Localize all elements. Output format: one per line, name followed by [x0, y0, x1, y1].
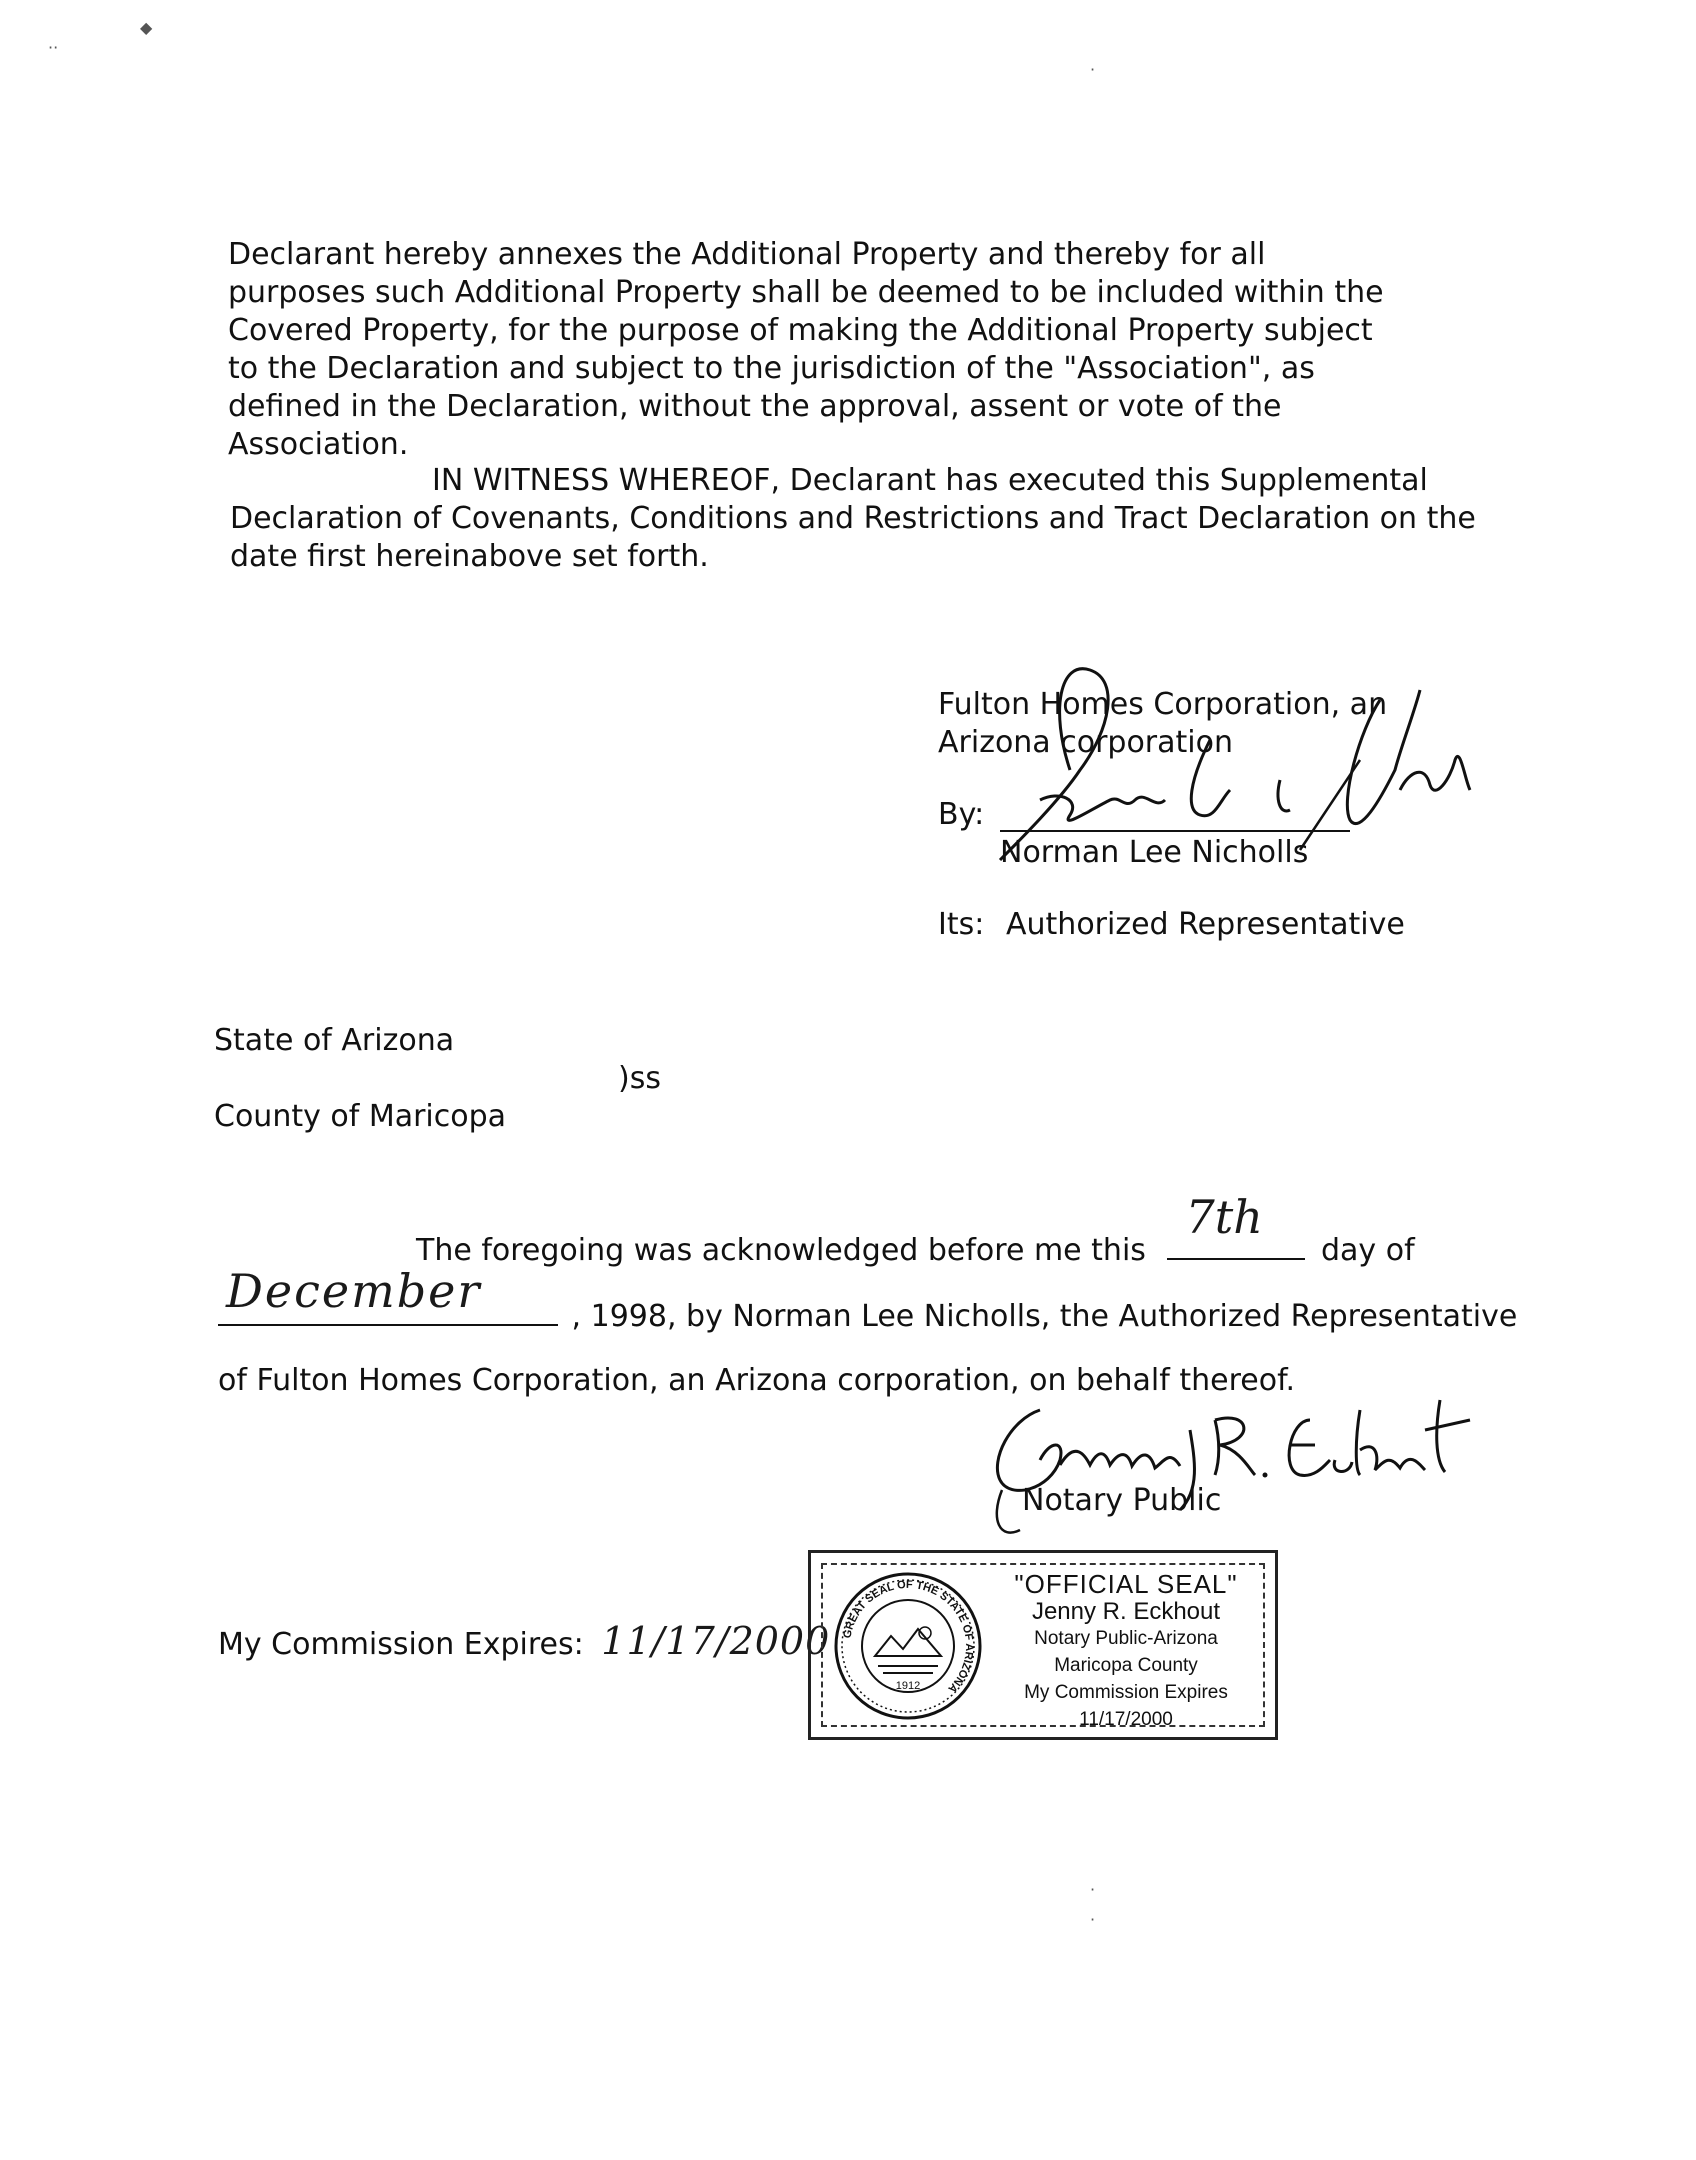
- ack-line-2: [218, 1264, 1518, 1336]
- month-blank: [218, 1264, 558, 1326]
- by-label: By:: [938, 797, 985, 832]
- seal-text-block: [981, 1571, 1271, 1733]
- ack-line-1: [416, 1190, 1415, 1270]
- commission-line: [218, 1619, 831, 1664]
- day-handwritten: 7th: [1185, 1190, 1263, 1244]
- svg-text:GREAT SEAL OF THE STATE OF ARI: [841, 1579, 975, 1695]
- ack-line-1-pre: The foregoing was acknowledged before me this: [416, 1233, 1146, 1268]
- witness-line-1: IN WITNESS WHEREOF, Declarant has executed this Supplemental: [432, 463, 1428, 498]
- seal-notary-name: Jenny R. Eckhout: [1031, 1598, 1221, 1625]
- seal-year: 1912: [895, 1680, 921, 1692]
- company-line-2: Arizona corporation: [938, 725, 1233, 760]
- arizona-state-seal-icon: [833, 1571, 983, 1721]
- company-line-1: Fulton Homes Corporation, an: [938, 687, 1388, 722]
- venue-county: County of Maricopa: [214, 1099, 507, 1134]
- signer-title: Authorized Representative: [1006, 907, 1405, 942]
- ack-line-1-post: day of: [1321, 1233, 1415, 1268]
- scan-speck: ·: [1090, 1910, 1096, 1929]
- witness-line-3: date first hereinabove set forth.: [230, 539, 709, 574]
- seal-title: "OFFICIAL SEAL": [1014, 1569, 1238, 1599]
- nicholls-signature: [960, 650, 1480, 890]
- scan-speck: ··: [48, 38, 59, 57]
- annexation-paragraph: Declarant hereby annexes the Additional Property and thereby for all purposes such Additional Property shall be deemed to be included within the Covered Property, for the purpose of making the Additional Property subject to the Declaration and subject to the jurisdiction of the "Association", as defined in the Declaration, without the approval, assent or vote of the Association.: [228, 237, 1384, 462]
- commission-label: My Commission Expires:: [218, 1627, 584, 1662]
- commission-handwritten: 11/17/2000: [601, 1619, 831, 1663]
- venue-state: State of Arizona: [214, 1023, 455, 1058]
- official-seal-stamp: [808, 1550, 1278, 1740]
- scan-speck: ·: [1090, 1880, 1096, 1899]
- seal-notary-state: Notary Public-Arizona: [1034, 1628, 1218, 1649]
- month-handwritten: December: [226, 1264, 482, 1318]
- scan-speck: ◆: [140, 18, 153, 37]
- ack-line-3: of Fulton Homes Corporation, an Arizona corporation, on behalf thereof.: [218, 1363, 1295, 1398]
- witness-line-2: Declaration of Covenants, Conditions and Restrictions and Tract Declaration on the: [230, 501, 1476, 536]
- eckhout-signature: [980, 1380, 1480, 1550]
- scan-speck: ·: [1090, 60, 1096, 79]
- notary-public-label: Notary Public: [1022, 1483, 1222, 1518]
- its-label: Its:: [938, 907, 985, 942]
- signer-name: Norman Lee Nicholls: [1000, 835, 1309, 870]
- seal-commission: My Commission Expires 11/17/2000: [1024, 1682, 1228, 1730]
- venue-ss: )ss: [618, 1061, 661, 1096]
- ack-line-2-post: , 1998, by Norman Lee Nicholls, the Authorized Representative: [571, 1299, 1518, 1334]
- seal-ring-text: GREAT SEAL OF THE STATE OF ARIZONA: [841, 1578, 976, 1695]
- day-blank: [1167, 1190, 1305, 1260]
- seal-county: Maricopa County: [1054, 1655, 1198, 1676]
